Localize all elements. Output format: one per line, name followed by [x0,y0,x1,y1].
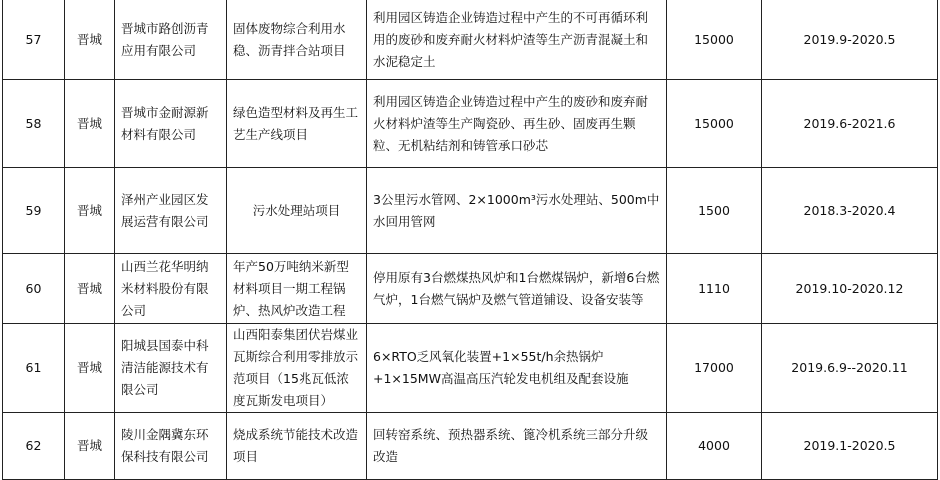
period-cell: 2019.1-2020.5 [762,413,938,480]
company-cell: 晋城市路创沥青应用有限公司 [115,0,227,80]
period-cell: 2019.6-2021.6 [762,80,938,168]
table-row [3,168,938,254]
content-cell: 利用园区铸造企业铸造过程中产生的不可再循环利用的废砂和废弃耐火材料炉渣等生产沥青混凝土和水泥稳定土 [367,0,667,80]
investment-cell: 17000 [667,324,762,413]
table-row [3,324,938,413]
investment-cell: 15000 [667,80,762,168]
company-cell: 阳城县国泰中科清洁能源技术有限公司 [115,324,227,413]
city-cell: 晋城 [65,413,115,480]
row-number: 58 [3,80,65,168]
content-cell: 6×RTO乏风氧化装置+1×55t/h余热锅炉+1×15MW高温高压汽轮发电机组及配套设施 [367,324,667,413]
project-cell: 年产50万吨纳米新型材料项目一期工程锅炉、热风炉改造工程 [227,254,367,324]
company-cell: 山西兰花华明纳米材料股份有限公司 [115,254,227,324]
company-cell: 陵川金隅冀东环保科技有限公司 [115,413,227,480]
row-number: 60 [3,254,65,324]
project-cell: 绿色造型材料及再生工艺生产线项目 [227,80,367,168]
content-cell: 回转窑系统、预热器系统、篦冷机系统三部分升级改造 [367,413,667,480]
project-table [2,0,938,480]
table-row [3,0,938,80]
row-number: 59 [3,168,65,254]
city-cell: 晋城 [65,80,115,168]
investment-cell: 1110 [667,254,762,324]
city-cell: 晋城 [65,168,115,254]
investment-cell: 1500 [667,168,762,254]
project-cell: 污水处理站项目 [227,168,367,254]
row-number: 62 [3,413,65,480]
table-row [3,413,938,480]
city-cell: 晋城 [65,0,115,80]
investment-cell: 4000 [667,413,762,480]
content-cell: 利用园区铸造企业铸造过程中产生的废砂和废弃耐火材料炉渣等生产陶瓷砂、再生砂、固废再生颗粒、无机粘结剂和铸管承口砂芯 [367,80,667,168]
row-number: 61 [3,324,65,413]
period-cell: 2019.10-2020.12 [762,254,938,324]
city-cell: 晋城 [65,324,115,413]
period-cell: 2019.6.9--2020.11 [762,324,938,413]
content-cell: 3公里污水管网、2×1000m³污水处理站、500m中水回用管网 [367,168,667,254]
table-row [3,80,938,168]
company-cell: 泽州产业园区发展运营有限公司 [115,168,227,254]
content-cell: 停用原有3台燃煤热风炉和1台燃煤锅炉，新增6台燃气炉，1台燃气锅炉及燃气管道铺设、设备安装等 [367,254,667,324]
investment-cell: 15000 [667,0,762,80]
project-cell: 烧成系统节能技术改造项目 [227,413,367,480]
row-number: 57 [3,0,65,80]
period-cell: 2018.3-2020.4 [762,168,938,254]
project-cell: 固体废物综合利用水稳、沥青拌合站项目 [227,0,367,80]
city-cell: 晋城 [65,254,115,324]
company-cell: 晋城市金耐源新材料有限公司 [115,80,227,168]
period-cell: 2019.9-2020.5 [762,0,938,80]
project-cell: 山西阳泰集团伏岩煤业瓦斯综合利用零排放示范项目（15兆瓦低浓度瓦斯发电项目） [227,324,367,413]
table-row [3,254,938,324]
